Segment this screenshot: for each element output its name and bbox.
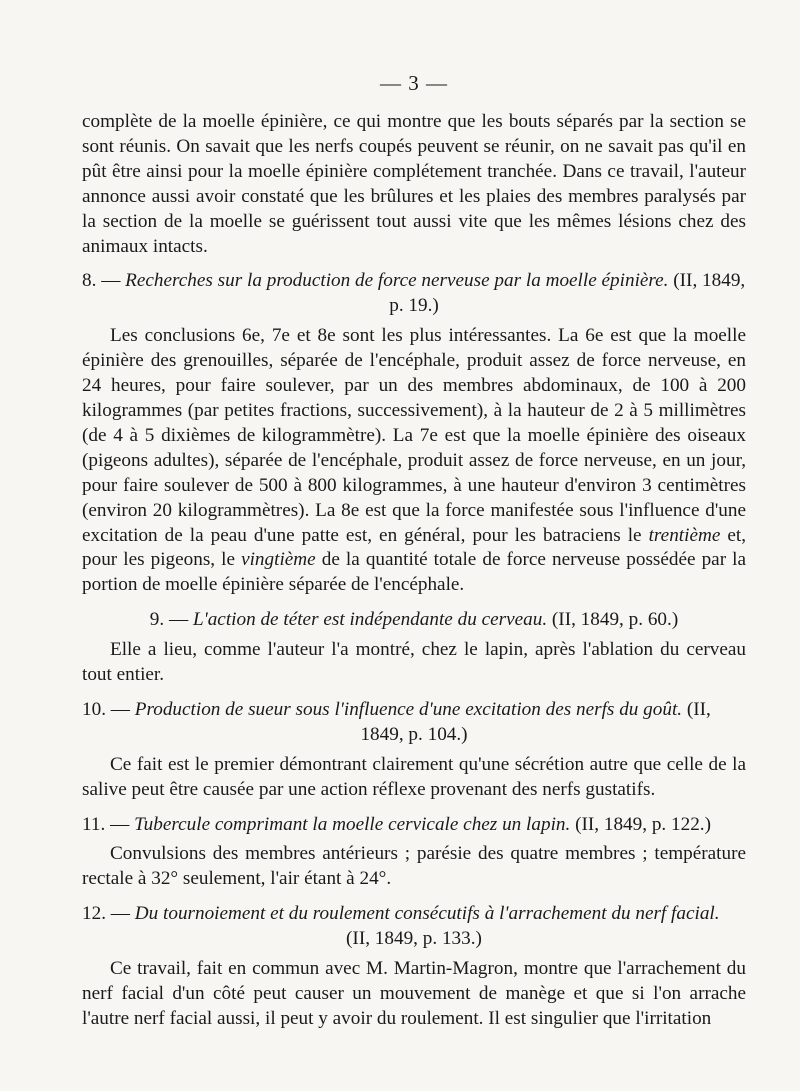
entry-number: 9. — [149,609,189,631]
entry-heading [82,813,746,838]
entry-body-text: et, pour les pigeons, le [82,524,747,571]
entry-body [82,324,746,598]
entry-title: Production de sueur sous l'influence d'une excitation des nerfs du goût. [134,698,683,720]
entry-8 [82,269,746,598]
entry-body-text: Ce travail, fait en commun avec M. Martin-Magron, montre que l'arrachement du nerf facial d'un côté peut causer un mouvement de manège et que si l'on arrache l'autre nerf facial aussi, il peut y avoir du roulement. Il est singulier que l'irritation [82,958,746,1029]
entry-title: L'action de téter est indépendante du cerveau. [192,609,548,631]
entry-body-text: Elle a lieu, comme l'auteur l'a montré, chez le lapin, après l'ablation du cerveau tout entier. [82,639,746,686]
entry-number: 11. — [82,813,130,835]
entry-body-text: Ce fait est le premier démontrant clairement qu'une sécrétion autre que celle de la salive peut être causée par une action réflexe provenant des nerfs gustatifs. [82,753,746,800]
entry-title: Du tournoiement et du roulement consécutifs à l'arrachement du nerf facial. [134,903,720,925]
entry-heading [82,269,746,319]
entry-9 [82,608,746,688]
entry-body [82,753,746,803]
entry-reference: (II, 1849, p. 133.) [346,928,482,950]
entry-body-text: Convulsions des membres antérieurs ; parésie des quatre membres ; température rectale à 32° seulement, l'air étant à 24°. [82,843,746,890]
page-number: — 3 — [380,71,448,95]
entry-number: 10. — [82,698,130,720]
entry-10 [82,698,746,803]
intro-paragraph [82,110,746,259]
intro-text: complète de la moelle épinière, ce qui montre que les bouts séparés par la section se sont réunis. On savait que les nerfs coupés peuvent se réunir, on ne savait pas qu'il en pût être ainsi pour la moelle épinière complétement tranchée. Dans ce travail, l'auteur annonce aussi avoir constaté que les brûlures et les plaies des membres paralysés par la section de la moelle se guérissent tout aussi vite que les mêmes lésions chez des animaux intacts. [82,111,746,257]
entry-number: 12. — [82,903,130,925]
entry-12 [82,902,746,1032]
entry-body [82,842,746,892]
entry-heading [82,608,746,633]
entry-reference-start: (II, [686,698,711,720]
entry-reference: (II, 1849, p. 122.) [575,813,711,835]
entry-body-emphasis: trentième [648,524,721,546]
entry-title: Recherches sur la production de force nerveuse par la moelle épinière. [125,270,669,292]
entry-body [82,638,746,688]
entry-reference-end: 1849, p. 104.) [360,723,468,745]
entry-11 [82,813,746,893]
entry-reference: (II, 1849, p. 60.) [551,609,679,631]
entry-body [82,957,746,1032]
entry-reference-start: (II, 1849, [673,270,746,292]
entry-body-emphasis: vingtième [241,549,316,571]
entry-body-text: de la quantité totale de force nerveuse possédée par la portion de moelle épinière séparée de l'encéphale. [82,549,746,596]
entry-number: 8. — [82,270,121,292]
entry-title: Tubercule comprimant la moelle cervicale chez un lapin. [134,813,571,835]
entry-body-text: Les conclusions 6e, 7e et 8e sont les plus intéressantes. La 6e est que la moelle épinière des grenouilles, séparée de l'encéphale, produit assez de force nerveuse, en 24 heures, pour faire soulever, par un des membres abdominaux, de 100 à 200 kilogrammes (par petites fractions, successivement), à la hauteur de 2 à 5 millimètres (de 4 à 5 dixièmes de kilogrammètre). La 7e est que la moelle épinière des oiseaux (pigeons adultes), séparée de l'encéphale, produit assez de force nerveuse, en un jour, pour faire soulever de 500 à 800 kilogrammes, à une hauteur d'environ 3 centimètres (environ 20 kilogrammètres). La 8e est que la force manifestée sous l'influence d'une excitation de la peau d'une patte est, en général, pour les batraciens le [82,325,746,546]
document-page [82,70,746,1032]
entry-heading [82,902,746,952]
entry-heading [82,698,746,748]
entry-reference-end: p. 19.) [389,295,439,317]
